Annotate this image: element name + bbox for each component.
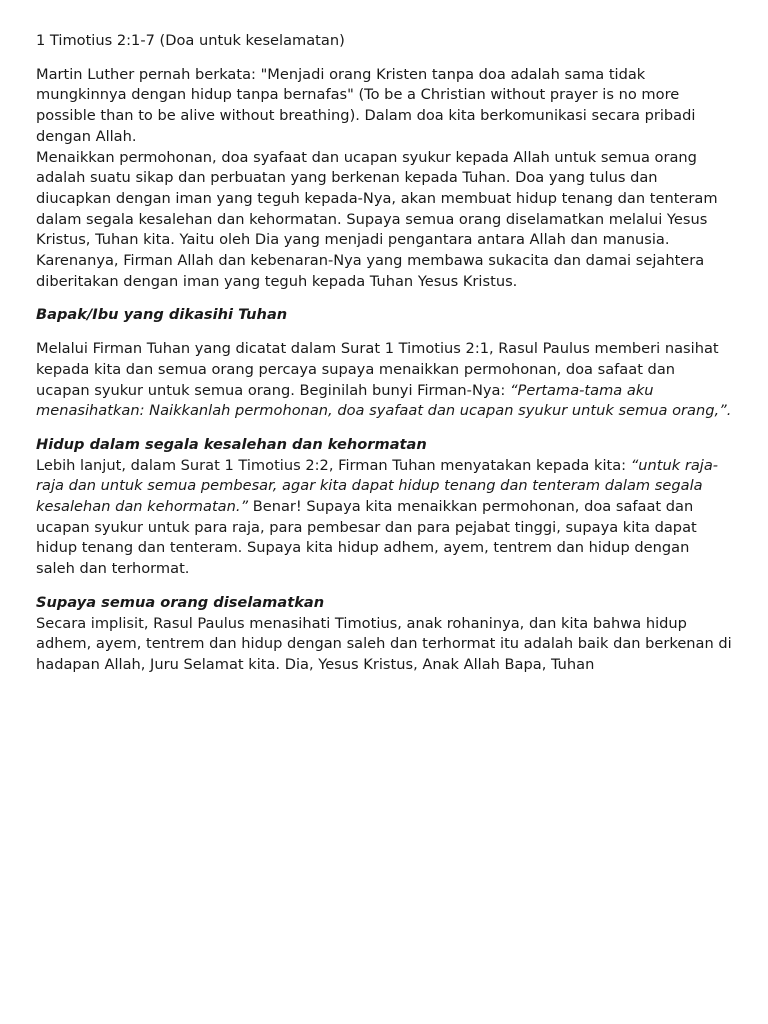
section-1-text: Melalui Firman Tuhan yang dicatat dalam Surat 1 Timotius 2:1, Rasul Paulus memberi nasihat kepada kita dan semua orang percaya supaya menaikkan permohonan, doa safaat dan ucapan syukur untuk semua orang. Beginilah bunyi Firman-Nya: <box>36 340 719 399</box>
document-title: 1 Timotius 2:1-7 (Doa untuk keselamatan) <box>36 32 345 49</box>
intro-paragraph-1: Martin Luther pernah berkata: "Menjadi orang Kristen tanpa doa adalah sama tidak mungkinnya dengan hidup tanpa bernafas" (To be a Christian without prayer is no more possible than to be alive without breathing). Dalam doa kita berkomunikasi secara pribadi dengan Allah. <box>36 65 696 145</box>
section-2-rest: Benar! Supaya kita menaikkan permohonan, doa safaat dan ucapan syukur untuk para raja, para pembesar dan para pejabat tinggi, supaya kita dapat hidup tenang dan tenteram. Supaya kita hidup adhem, ayem, tentrem dan hidup dengan saleh dan terhormat. <box>36 498 697 578</box>
section-2-quote: “untuk raja-raja dan untuk semua pembesar, agar kita dapat hidup tenang dan tenteram dalam segala kesalehan dan kehormatan.” <box>36 456 719 516</box>
section-1-quote: “Pertama-tama aku menasihatkan: Naikkanlah permohonan, doa syafaat dan ucapan syukur untuk semua orang,”. <box>36 381 732 420</box>
section-2-lead: Lebih lanjut, dalam Surat 1 Timotius 2:2, Firman Tuhan menyatakan kepada kita: <box>36 456 631 474</box>
section-heading-2: Hidup dalam segala kesalehan dan kehormatan <box>36 435 427 453</box>
section-2-paragraph <box>36 456 732 580</box>
section-3-paragraph: Secara implisit, Rasul Paulus menasihati Timotius, anak rohaninya, dan kita bahwa hidup adhem, ayem, tentrem dan hidup dengan saleh dan terhormat itu adalah baik dan berkenan di hadapan Allah, Juru Selamat kita. Dia, Yesus Kristus, Anak Allah Bapa, Tuhan <box>36 614 732 673</box>
section-1-paragraph <box>36 339 732 422</box>
intro-paragraph-2: Menaikkan permohonan, doa syafaat dan ucapan syukur kepada Allah untuk semua orang adalah suatu sikap dan perbuatan yang berkenan kepada Tuhan. Doa yang tulus dan diucapkan dengan iman yang teguh kepada-Nya, akan membuat hidup tenang dan tenteram dalam segala kesalehan dan kehormatan. Supaya semua orang diselamatkan melalui Yesus Kristus, Tuhan kita. Yaitu oleh Dia yang menjadi pengantara antara Allah dan manusia. Karenanya, Firman Allah dan kebenaran-Nya yang membawa sukacita dan damai sejahtera diberitakan dengan iman yang teguh kepada Tuhan Yesus Kristus. <box>36 148 718 290</box>
section-heading-1: Bapak/Ibu yang dikasihi Tuhan <box>36 306 288 324</box>
section-heading-3: Supaya semua orang diselamatkan <box>36 593 325 611</box>
